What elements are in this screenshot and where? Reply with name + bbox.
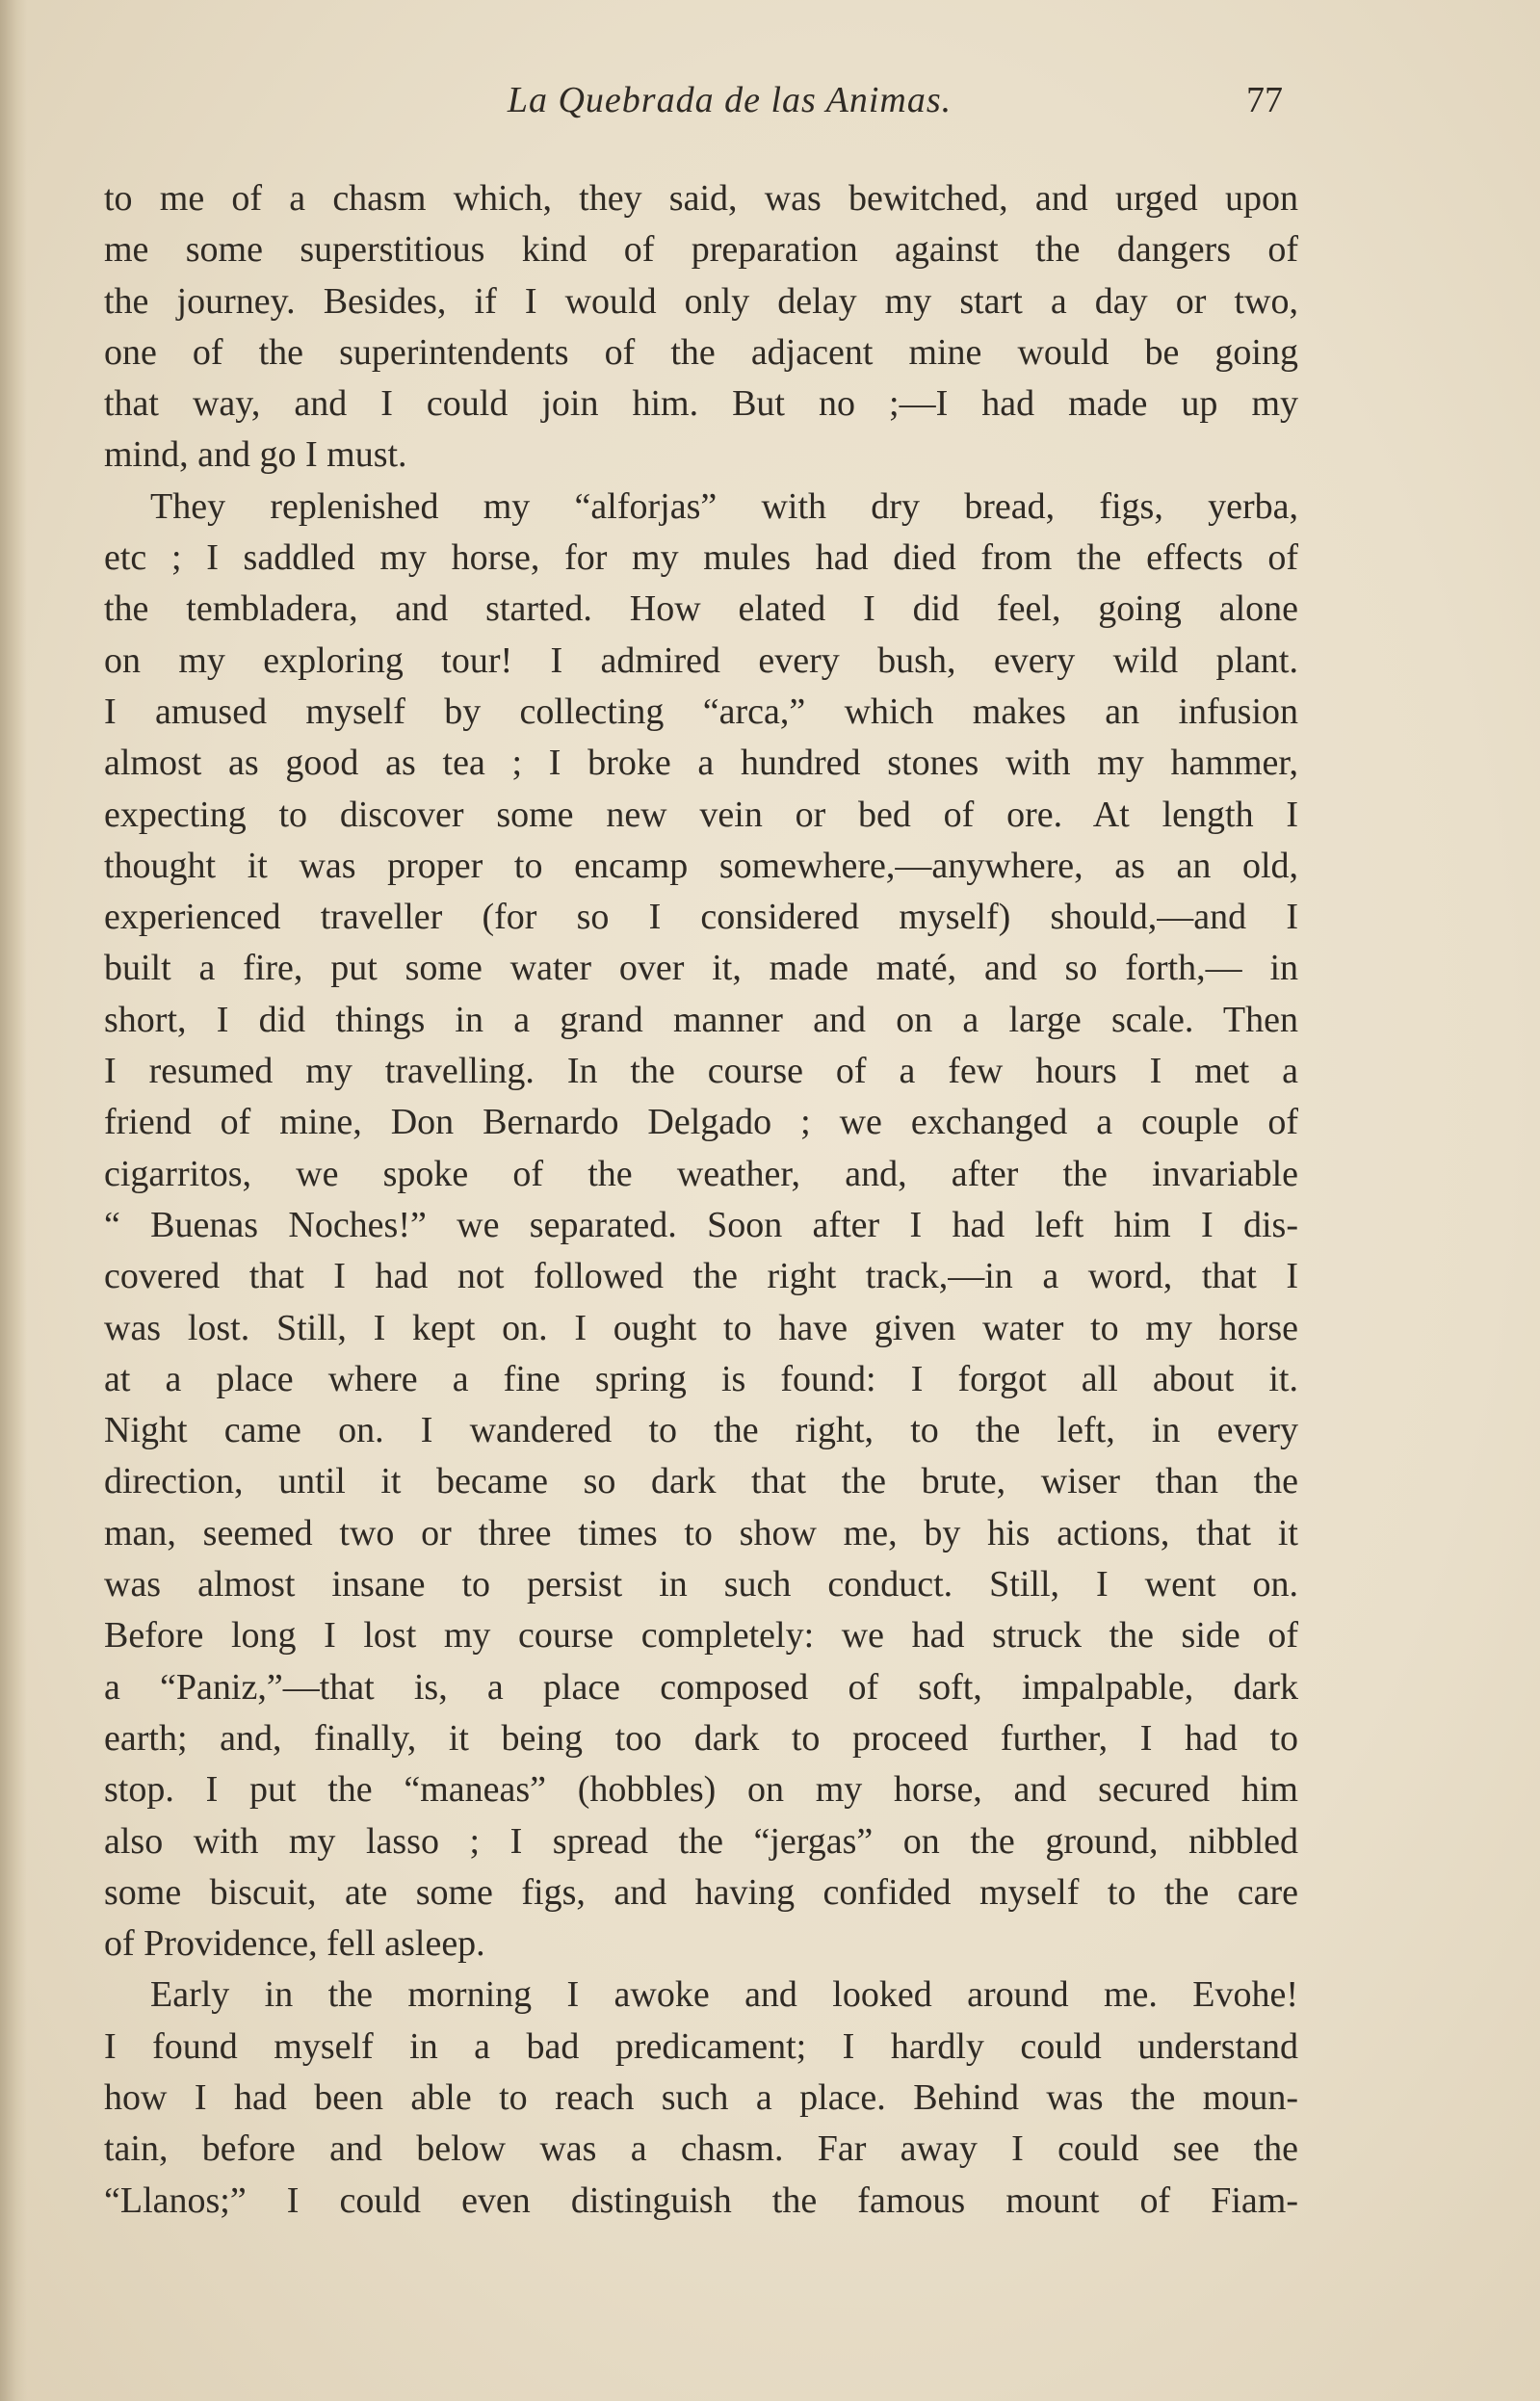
text-line: They replenished my “alforjas” with dry bread, figs, yerba, <box>150 485 1298 527</box>
running-head <box>101 79 1300 137</box>
text-line: etc ; I saddled my horse, for my mules had died from the effects of <box>104 537 1298 579</box>
text-line: cigarritos, we spoke of the weather, and, after the invariable <box>104 1153 1298 1194</box>
text-line: to me of a chasm which, they said, was bewitched, and urged upon <box>104 178 1298 219</box>
page-number: 77 <box>1246 80 1283 120</box>
text-line: was almost insane to persist in such conduct. Still, I went on. <box>104 1564 1298 1605</box>
text-line: one of the superintendents of the adjacent mine would be going <box>104 331 1298 373</box>
text-line: direction, until it became so dark that the brute, wiser than the <box>104 1461 1298 1502</box>
text-line: earth; and, finally, it being too dark to proceed further, I had to <box>104 1717 1298 1759</box>
text-line: mind, and go I must. <box>104 434 407 476</box>
body-text <box>104 173 1298 2227</box>
text-line: a “Paniz,”—that is, a place composed of soft, impalpable, dark <box>104 1666 1298 1708</box>
text-line: experienced traveller (for so I considered myself) should,—and I <box>104 897 1298 938</box>
text-line: “ Buenas Noches!” we separated. Soon after I had left him I dis- <box>104 1204 1298 1245</box>
gutter-shadow <box>0 0 27 2401</box>
text-line: on my exploring tour! I admired every bush, every wild plant. <box>104 639 1298 681</box>
text-line: covered that I had not followed the right track,—in a word, that I <box>104 1256 1298 1297</box>
text-line: I resumed my travelling. In the course of a few hours I met a <box>104 1051 1298 1092</box>
text-line: also with my lasso ; I spread the “jergas” on the ground, nibbled <box>104 1820 1298 1862</box>
text-line: expecting to discover some new vein or bed of ore. At length I <box>104 794 1298 835</box>
text-line: almost as good as tea ; I broke a hundred stones with my hammer, <box>104 743 1298 784</box>
text-line: me some superstitious kind of preparation against the dangers of <box>104 229 1298 271</box>
text-line: of Providence, fell asleep. <box>104 1923 485 1965</box>
text-line: man, seemed two or three times to show me, by his actions, that it <box>104 1512 1298 1553</box>
text-line: Before long I lost my course completely: we had struck the side of <box>104 1615 1298 1657</box>
text-line: stop. I put the “maneas” (hobbles) on my horse, and secured him <box>104 1769 1298 1811</box>
text-line: that way, and I could join him. But no ;—I had made up my <box>104 383 1298 425</box>
text-line: was lost. Still, I kept on. I ought to have given water to my horse <box>104 1307 1298 1348</box>
text-line: I amused myself by collecting “arca,” which makes an infusion <box>104 691 1298 732</box>
text-line: the journey. Besides, if I would only delay my start a day or two, <box>104 280 1298 322</box>
text-line: how I had been able to reach such a place. Behind was the moun- <box>104 2076 1298 2118</box>
text-line: built a fire, put some water over it, made maté, and so forth,— in <box>104 948 1298 989</box>
text-line: “Llanos;” I could even distinguish the famous mount of Fiam- <box>104 2179 1298 2221</box>
text-line: short, I did things in a grand manner and on a large scale. Then <box>104 999 1298 1040</box>
running-title: La Quebrada de las Animas. <box>507 80 953 120</box>
text-line: Early in the morning I awoke and looked around me. Evohe! <box>150 1974 1298 2016</box>
text-line: some biscuit, ate some figs, and having confided myself to the care <box>104 1871 1298 1913</box>
text-line: friend of mine, Don Bernardo Delgado ; we exchanged a couple of <box>104 1102 1298 1143</box>
text-line: thought it was proper to encamp somewhere,—anywhere, as an old, <box>104 845 1298 886</box>
text-line: at a place where a fine spring is found: I forgot all about it. <box>104 1358 1298 1399</box>
text-line: Night came on. I wandered to the right, to the left, in every <box>104 1410 1298 1451</box>
text-line: tain, before and below was a chasm. Far away I could see the <box>104 2128 1298 2170</box>
text-line: the tembladera, and started. How elated I did feel, going alone <box>104 588 1298 630</box>
text-line: I found myself in a bad predicament; I hardly could understand <box>104 2025 1298 2067</box>
